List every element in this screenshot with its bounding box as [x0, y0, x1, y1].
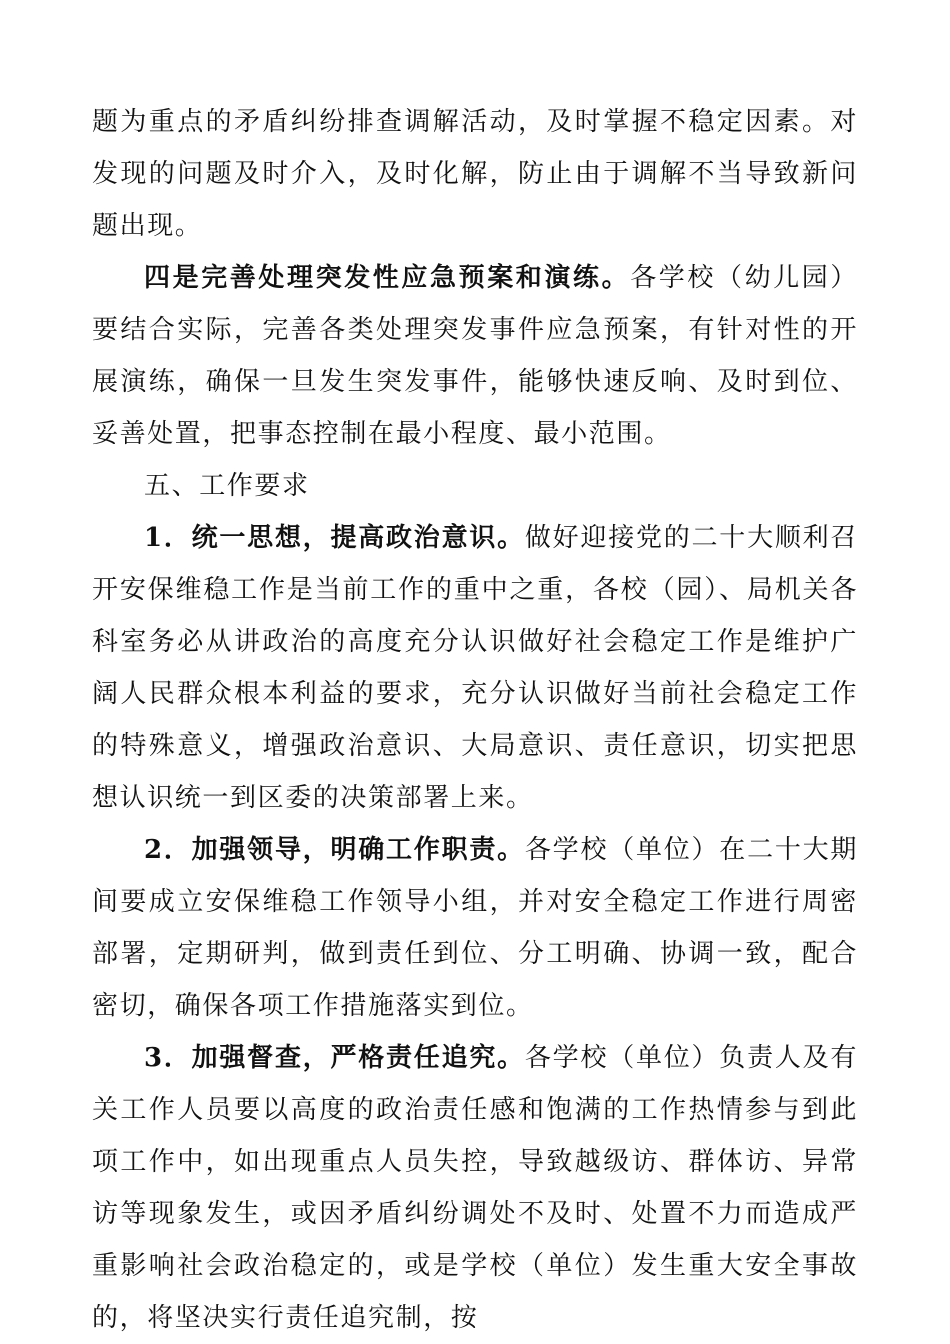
paragraph-lead: 四是完善处理突发性应急预案和演练。 — [144, 263, 631, 293]
paragraph-text: 做好迎接党的二十大顺利召开安保维稳工作是当前工作的重中之重，各校（园）、局机关各科室务必从讲政治的高度充分认识做好社会稳定工作是维护广阔人民群众根本利益的要求，充分认识做好当前社会稳定工作的特殊意义，增强政治意识、大局意识、责任意识，切实把思想认识统一到区委的决策部署上来。 — [92, 523, 858, 813]
document-page — [92, 96, 858, 1344]
paragraph-continuation — [92, 96, 858, 252]
paragraph-lead: 2．加强领导，明确工作职责。 — [144, 835, 525, 865]
paragraph-lead: 1．统一思想，提高政治意识。 — [144, 523, 525, 553]
paragraph-item-1 — [92, 512, 858, 824]
paragraph-text: 各学校（单位）负责人及有关工作人员要以高度的政治责任感和饱满的工作热情参与到此项工作中，如出现重点人员失控，导致越级访、群体访、异常访等现象发生，或因矛盾纠纷调处不及时、处置不力而造成严重影响社会政治稳定的，或是学校（单位）发生重大安全事故的，将坚决实行责任追究制，按 — [92, 1043, 858, 1333]
paragraph-text: 题为重点的矛盾纠纷排查调解活动，及时掌握不稳定因素。对发现的问题及时介入，及时化解，防止由于调解不当导致新问题出现。 — [92, 107, 858, 241]
paragraph-lead: 3．加强督查，严格责任追究。 — [144, 1043, 525, 1073]
section-heading — [92, 460, 858, 512]
paragraph-text: 各学校（幼儿园）要结合实际，完善各类处理突发事件应急预案，有针对性的开展演练，确保一旦发生突发事件，能够快速反响、及时到位、妥善处置，把事态控制在最小程度、最小范围。 — [92, 263, 858, 449]
paragraph-item-3 — [92, 1032, 858, 1344]
paragraph-item-2 — [92, 824, 858, 1032]
paragraph-text: 各学校（单位）在二十大期间要成立安保维稳工作领导小组，并对安全稳定工作进行周密部署，定期研判，做到责任到位、分工明确、协调一致，配合密切，确保各项工作措施落实到位。 — [92, 835, 858, 1021]
section-heading-text: 五、工作要求 — [144, 471, 310, 501]
paragraph-emergency-plan — [92, 252, 858, 460]
